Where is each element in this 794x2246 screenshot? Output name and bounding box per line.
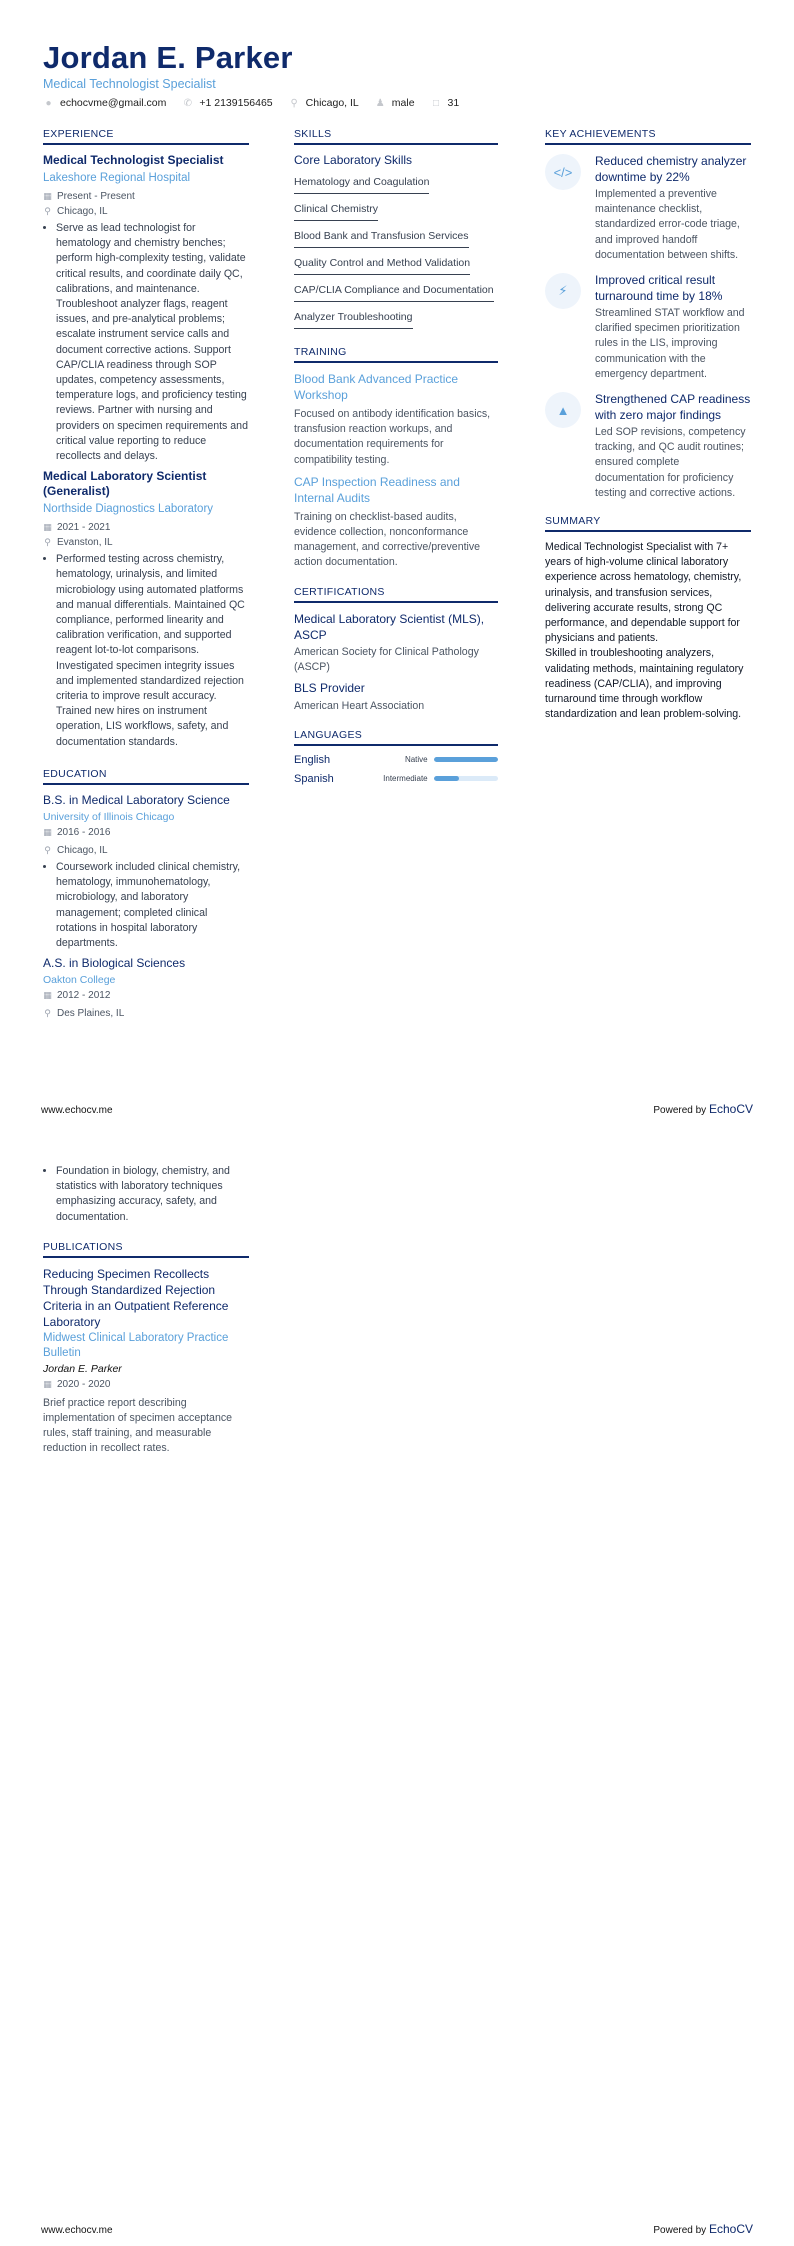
calendar-icon: ▦: [43, 826, 52, 837]
skill-item: Blood Bank and Transfusion Services: [294, 224, 469, 248]
code-icon: </>: [545, 154, 581, 190]
left-column: [43, 128, 249, 1021]
calendar-icon: ▦: [43, 522, 52, 533]
achievement-title: Strengthened CAP readiness with zero major findings: [595, 392, 751, 422]
calendar-icon: ▦: [43, 990, 52, 1001]
job-location: ⚲ Chicago, IL: [44, 206, 108, 217]
job-bullets: • Performed testing across chemistry, hematology, urinalysis, and limited microbiology using automated platforms and manual differentials. Maintained QC compliance, performed linearity and calibration verification, and supported reagent lot-to-lot comparisons. Investigated specimen integrity issues and implemented standardized rejection criteria to improve result accuracy. Trained new hires on instrument operation, LIS workflows, safety, and documentation standards.: [43, 552, 249, 750]
publications-section-title: PUBLICATIONS: [43, 1241, 249, 1258]
bolt-icon: ⚡: [545, 273, 581, 309]
certification-issuer: American Heart Association: [294, 699, 425, 712]
skill-item: Hematology and Coagulation: [294, 170, 429, 194]
school: Oakton College: [43, 974, 116, 987]
footer-powered-by: Powered by EchoCV: [653, 1102, 753, 1116]
job-location: ⚲ Evanston, IL: [44, 537, 113, 549]
publication-title: Reducing Specimen Recollects Through Standardized Rejection Criteria in an Outpatient Reference Laboratory: [43, 1266, 229, 1329]
achievement-item: [545, 392, 751, 501]
footer-powered-by: Powered by EchoCV: [653, 2222, 753, 2236]
calendar-icon: ▦: [43, 191, 52, 201]
publication-author: Jordan E. Parker: [43, 1362, 122, 1375]
school: University of Illinois Chicago: [43, 810, 175, 823]
brand-logo[interactable]: EchoCV: [708, 2222, 753, 2236]
language-proficiency-bar: [434, 757, 498, 762]
contact-bar: [43, 97, 475, 109]
training-desc: Training on checklist-based audits, evidence collection, nonconformance management, and corrective/preventive action documentation.: [294, 510, 481, 569]
achievement-title: Improved critical result turnaround time by 18%: [595, 273, 723, 303]
training-section-title: TRAINING: [294, 346, 498, 363]
training-title: CAP Inspection Readiness and Internal Audits: [294, 474, 460, 505]
language-proficiency-fill: [434, 757, 498, 762]
location-pin-icon: ⚲: [44, 206, 51, 216]
education-location: ⚲ Chicago, IL: [44, 844, 108, 856]
certification-title: Medical Laboratory Scientist (MLS), ASCP: [294, 611, 485, 642]
right-column: [545, 128, 751, 722]
language-name: English: [294, 753, 331, 766]
brand-logo[interactable]: EchoCV: [708, 1102, 753, 1116]
job-company: Lakeshore Regional Hospital: [43, 172, 191, 184]
flask-icon: ▲: [545, 392, 581, 428]
certification-issuer: American Society for Clinical Pathology (ASCP): [294, 645, 479, 673]
phone-icon: ✆: [183, 97, 193, 109]
skills-section-title: SKILLS: [294, 128, 498, 145]
language-proficiency-fill: [434, 776, 460, 781]
candidate-name: Jordan E. Parker: [43, 40, 293, 75]
language-level: Intermediate: [383, 774, 428, 784]
education-dates: ▦ 2016 - 2016: [43, 826, 111, 838]
education-bullets: • Coursework included clinical chemistry, hematology, immunohematology, microbiology, and laboratory management; completed clinical rotations in hospital laboratory departments.: [43, 860, 249, 951]
degree: A.S. in Biological Sciences: [43, 956, 186, 971]
footer-url[interactable]: www.echocv.me: [41, 2225, 113, 2236]
education-bullets: • Foundation in biology, chemistry, and statistics with laboratory techniques emphasizing accuracy, safety, and documentation.: [43, 1164, 249, 1225]
skill-group-title: Core Laboratory Skills: [294, 153, 413, 167]
degree: B.S. in Medical Laboratory Science: [43, 792, 230, 807]
left-column-continued: [43, 1164, 249, 1457]
job-entry: [43, 153, 249, 464]
contact-gender: ♟ male: [375, 97, 415, 109]
education-dates: ▦ 2012 - 2012: [43, 990, 111, 1002]
training-title: Blood Bank Advanced Practice Workshop: [294, 372, 459, 402]
user-icon: ♟: [375, 97, 385, 109]
achievement-desc: Streamlined STAT workflow and clarified specimen prioritization rules in the LIS, improving communication with the emergency department.: [595, 307, 745, 380]
summary-paragraph: Medical Technologist Specialist with 7+ years of high-volume clinical laboratory experience across hematology, chemistry, urinalysis, and transfusion services, delivering accurate results, strong QC performance, and dependable support for physicians and patients.: [545, 541, 742, 645]
page-2: [0, 1123, 794, 2246]
contact-email[interactable]: ● echocvme@gmail.com: [43, 97, 166, 109]
summary-paragraph: Skilled in troubleshooting analyzers, validating methods, maintaining regulatory readiness (CAP/CLIA), and improving turnaround time through workflow standardization and lean problem-solving.: [545, 647, 744, 721]
skill-item: Clinical Chemistry: [294, 197, 378, 221]
location-pin-icon: ⚲: [44, 844, 51, 855]
skill-item: Analyzer Troubleshooting: [294, 305, 413, 329]
achievements-section-title: KEY ACHIEVEMENTS: [545, 128, 751, 145]
certification-title: BLS Provider: [294, 680, 365, 695]
experience-section-title: EXPERIENCE: [43, 128, 249, 145]
email-icon: ●: [45, 97, 52, 109]
education-location: ⚲ Des Plaines, IL: [44, 1008, 125, 1020]
language-row: [294, 773, 498, 785]
contact-age: □ 31: [431, 97, 460, 109]
language-level: Native: [404, 755, 428, 765]
job-title: Medical Laboratory Scientist (Generalist): [43, 469, 207, 499]
certifications-section-title: CERTIFICATIONS: [294, 586, 498, 603]
job-title: Medical Technologist Specialist: [43, 153, 224, 167]
calendar-icon: □: [433, 97, 440, 109]
education-entry: [43, 793, 249, 951]
publication-entry: [43, 1266, 249, 1457]
candidate-role: Medical Technologist Specialist: [43, 77, 216, 91]
contact-location: ⚲ Chicago, IL: [290, 97, 359, 109]
achievement-item: [545, 154, 751, 263]
job-bullets: • Serve as lead technologist for hematology and chemistry benches; perform high-complexity testing, validate critical results, and coordinate daily QC, calibrations, and maintenance. Troubleshoot analyzer flags, reagent issues, and pre-analytical problems; escalate instrument service calls and document corrective actions. Support CAP/CLIA readiness through SOP updates, competency assessments, temperature logs, and proficiency testing reviews. Partner with nursing and providers on specimen requirements and critical value reporting to reduce recollects and delays.: [43, 221, 249, 464]
location-pin-icon: ⚲: [44, 537, 51, 548]
education-entry: [43, 956, 249, 1021]
summary-section-title: SUMMARY: [545, 515, 751, 532]
publication-desc: Brief practice report describing implementation of specimen acceptance rules, staff training, and measurable reduction in recollect rates.: [43, 1396, 233, 1455]
skill-item: Quality Control and Method Validation: [294, 251, 470, 275]
middle-column: [294, 128, 498, 792]
languages-section-title: LANGUAGES: [294, 729, 498, 746]
job-dates: ▦ 2021 - 2021: [43, 522, 111, 534]
calendar-icon: ▦: [43, 1378, 52, 1389]
language-proficiency-bar: [434, 776, 498, 781]
publication-publisher: Midwest Clinical Laboratory Practice Bulletin: [43, 1331, 229, 1360]
footer-url[interactable]: www.echocv.me: [41, 1105, 113, 1116]
location-pin-icon: ⚲: [44, 1008, 51, 1019]
publication-dates: ▦ 2020 - 2020: [43, 1378, 111, 1390]
location-pin-icon: ⚲: [290, 97, 298, 109]
achievement-desc: Implemented a preventive maintenance checklist, standardized error-code triage, and improved handoff documentation between shifts.: [595, 188, 740, 261]
job-dates: ▦ Present - Present: [43, 191, 135, 202]
language-row: [294, 754, 498, 766]
education-section-title: EDUCATION: [43, 768, 249, 785]
training-desc: Focused on antibody identification basics, transfusion reaction workups, and documentation requirements for compatibility testing.: [294, 408, 491, 466]
achievement-item: [545, 273, 751, 382]
skill-item: CAP/CLIA Compliance and Documentation: [294, 278, 494, 302]
job-entry: [43, 469, 249, 750]
language-name: Spanish: [294, 772, 334, 785]
job-company: Northside Diagnostics Laboratory: [43, 503, 214, 516]
achievement-title: Reduced chemistry analyzer downtime by 22%: [595, 154, 747, 184]
achievement-desc: Led SOP revisions, competency tracking, and QC audit routines; ensured complete documentation for proficiency testing and corrective actions.: [595, 426, 746, 499]
contact-phone[interactable]: ✆ +1 2139156465: [183, 97, 273, 109]
